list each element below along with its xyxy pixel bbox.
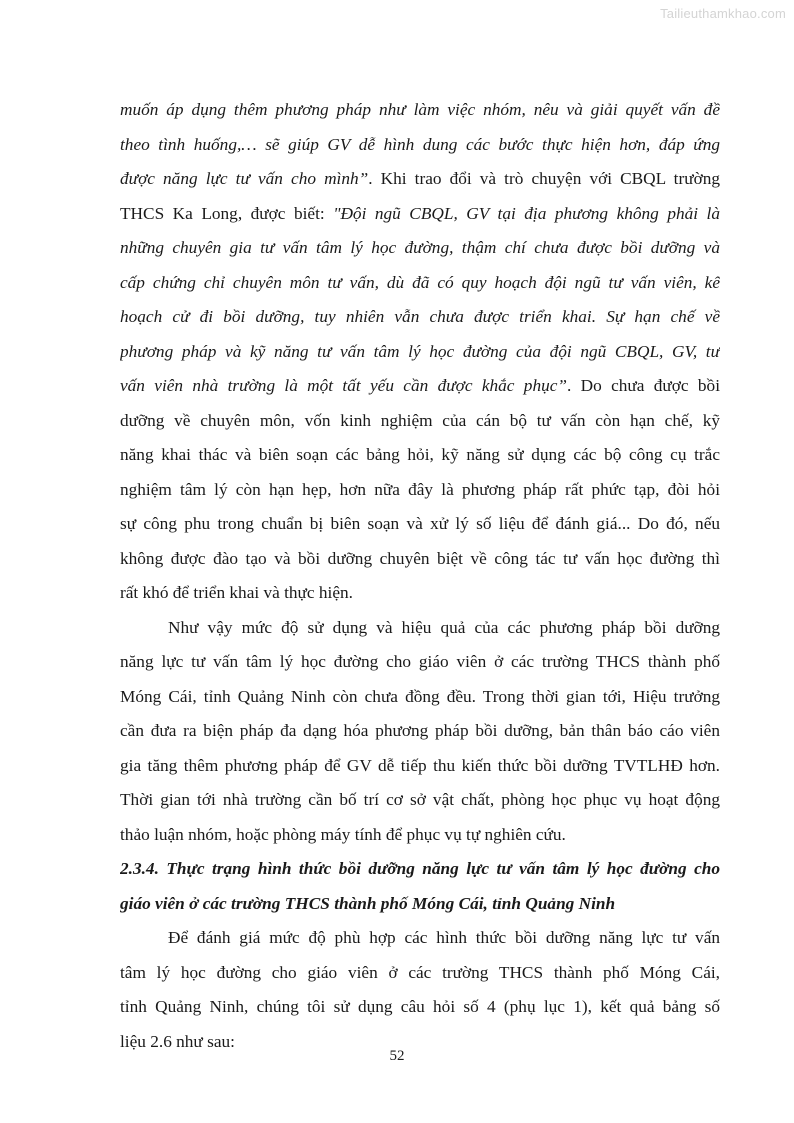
section-heading: 2.3.4. Thực trạng hình thức bồi dưỡng năng lực tư vấn tâm lý học đường cho [120, 859, 720, 878]
text-line: theo tình huống,… sẽ giúp GV dễ hình dung các bước thực hiện hơn, đáp ứng [120, 134, 720, 154]
text-line: liệu 2.6 như sau: [120, 1031, 235, 1051]
quote-start: "Đội ngũ CBQL, GV tại địa phương không phải là [333, 203, 720, 223]
watermark: Tailieuthamkhao.com [660, 6, 786, 21]
text-line: rất khó để triển khai và thực hiện. [120, 583, 353, 602]
text-line: cần đưa ra biện pháp đa dạng hóa phương pháp bồi dưỡng, bản thân báo cáo viên [120, 721, 720, 740]
paragraph-first-line: Để đánh giá mức độ phù hợp các hình thức bồi dưỡng năng lực tư vấn [168, 928, 720, 947]
text-fragment: . Khi trao đổi và trò chuyện với CBQL trường [368, 169, 720, 188]
paragraph-first-line: Như vậy mức độ sử dụng và hiệu quả của các phương pháp bồi dưỡng [168, 617, 720, 637]
text-fragment: THCS Ka Long, được biết: [120, 203, 334, 223]
text-line: Thời gian tới nhà trường cần bố trí cơ sở vật chất, phòng học phục vụ hoạt động [120, 790, 720, 809]
text-line: gia tăng thêm phương pháp để GV dễ tiếp thu kiến thức bồi dưỡng TVTLHĐ hơn. [120, 755, 720, 775]
text-line: nghiệm tâm lý còn hạn hẹp, hơn nữa đây là phương pháp rất phức tạp, đòi hỏi [120, 479, 720, 499]
section-heading: giáo viên ở các trường THCS thành phố Móng Cái, tỉnh Quảng Ninh [120, 893, 616, 913]
text-fragment: . Do chưa được bồi [567, 376, 720, 395]
text-line: không được đào tạo và bồi dưỡng chuyên biệt về công tác tư vấn học đường thì [120, 548, 720, 568]
quote-end: được năng lực tư vấn cho mình” [120, 169, 369, 188]
text-line: năng lực tư vấn tâm lý học đường cho giáo viên ở các trường THCS thành phố [120, 652, 720, 671]
page-number: 52 [389, 1048, 405, 1064]
text-line [120, 197, 720, 232]
text-line: Móng Cái, tỉnh Quảng Ninh còn chưa đồng đều. Trong thời gian tới, Hiệu trưởng [120, 686, 720, 706]
text-line: cấp chứng chỉ chuyên môn tư vấn, dù đã có quy hoạch đội ngũ tư vấn viên, kế [120, 272, 720, 292]
text-line [120, 369, 720, 404]
quote-end: vấn viên nhà trường là một tất yếu cần được khắc phục” [120, 376, 568, 395]
document-body [120, 93, 720, 1059]
text-line [120, 162, 720, 197]
text-line: sự công phu trong chuẩn bị biên soạn và xử lý số liệu để đánh giá... Do đó, nếu [120, 514, 720, 533]
text-line: năng khai thác và biên soạn các bảng hỏi, kỹ năng sử dụng các bộ công cụ trắc [120, 445, 720, 464]
text-line: tâm lý học đường cho giáo viên ở các trường THCS thành phố Móng Cái, [120, 962, 720, 982]
text-line: hoạch cử đi bồi dưỡng, tuy nhiên vẫn chưa được triển khai. Sự hạn chế về [120, 307, 720, 326]
text-line: thảo luận nhóm, hoặc phòng máy tính để phục vụ tự nghiên cứu. [120, 824, 566, 844]
text-line: dưỡng về chuyên môn, vốn kinh nghiệm của cán bộ tư vấn còn hạn chế, kỹ [120, 410, 720, 430]
text-line: phương pháp và kỹ năng tư vấn tâm lý học đường của đội ngũ CBQL, GV, tư [120, 341, 720, 361]
text-line: những chuyên gia tư vấn tâm lý học đường, thậm chí chưa được bồi dưỡng và [120, 238, 720, 257]
text-line: muốn áp dụng thêm phương pháp như làm việc nhóm, nêu và giải quyết vấn đề [120, 100, 720, 119]
text-line: tỉnh Quảng Ninh, chúng tôi sử dụng câu hỏi số 4 (phụ lục 1), kết quả bảng số [120, 997, 720, 1016]
